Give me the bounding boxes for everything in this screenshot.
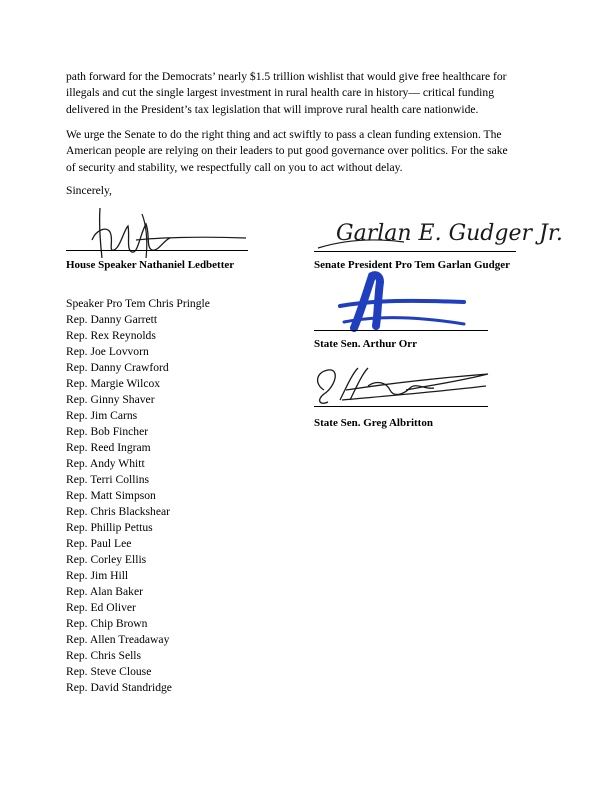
albritton-signature-line	[314, 406, 488, 407]
gudger-handwriting: Garlan E. Gudger Jr.	[336, 221, 563, 246]
representatives-list	[66, 296, 210, 696]
list-item: Rep. Joe Lovvorn	[66, 345, 149, 358]
list-item: Rep. Reed Ingram	[66, 441, 151, 454]
albritton-signature-image	[306, 360, 496, 410]
gudger-signature-line	[314, 251, 516, 252]
list-item: Rep. Steve Clouse	[66, 665, 152, 678]
closing-salutation: Sincerely,	[66, 184, 112, 197]
list-item: Rep. Bob Fincher	[66, 425, 149, 438]
gudger-signature-caption: Senate President Pro Tem Garlan Gudger	[314, 259, 511, 271]
body-paragraph-1	[66, 69, 556, 118]
paragraph-line: path forward for the Democrats’ nearly $1.5 trillion wishlist that would give free healthcare for	[66, 70, 507, 83]
list-item: Rep. Paul Lee	[66, 537, 132, 550]
paragraph-line: illegals and cut the single largest investment in rural health care in history— critical funding	[66, 86, 494, 100]
albritton-signature-caption: State Sen. Greg Albritton	[314, 417, 433, 429]
list-item: Rep. Terri Collins	[66, 473, 150, 486]
list-item: Rep. Chris Sells	[66, 649, 142, 662]
list-item: Rep. Corley Ellis	[66, 553, 147, 566]
body-paragraph-2	[66, 127, 556, 176]
paragraph-line: American people are relying on their leaders to put good governance over politics. For the sake	[66, 144, 508, 158]
paragraph-line: delivered in the President’s tax legislation that will improve rural health care nationwide.	[66, 102, 479, 116]
list-item: Rep. Jim Carns	[66, 409, 138, 422]
list-item: Speaker Pro Tem Chris Pringle	[66, 297, 210, 310]
speaker-signature-line	[66, 250, 248, 251]
list-item: Rep. Jim Hill	[66, 569, 129, 582]
paragraph-line: We urge the Senate to do the right thing and act swiftly to pass a clean funding extension. The	[66, 128, 502, 141]
gudger-signature-image	[314, 210, 563, 252]
list-item: Rep. Ginny Shaver	[66, 393, 155, 406]
list-item: Rep. Chip Brown	[66, 617, 148, 630]
list-item: Rep. Margie Wilcox	[66, 377, 161, 390]
orr-signature-image	[314, 270, 494, 332]
list-item: Rep. Rex Reynolds	[66, 329, 156, 342]
list-item: Rep. David Standridge	[66, 681, 172, 694]
list-item: Rep. Allen Treadaway	[66, 633, 170, 646]
list-item: Rep. Matt Simpson	[66, 489, 156, 502]
list-item: Rep. Danny Crawford	[66, 361, 169, 374]
list-item: Rep. Phillip Pettus	[66, 521, 153, 534]
orr-signature-line	[314, 330, 488, 331]
list-item: Rep. Danny Garrett	[66, 313, 158, 326]
speaker-signature-image	[66, 200, 256, 262]
speaker-signature-caption: House Speaker Nathaniel Ledbetter	[66, 259, 235, 271]
orr-signature-caption: State Sen. Arthur Orr	[314, 338, 418, 350]
list-item: Rep. Chris Blackshear	[66, 505, 170, 518]
list-item: Rep. Andy Whitt	[66, 457, 145, 470]
paragraph-line: of security and stability, we respectfully call on you to act without delay.	[66, 160, 403, 174]
list-item: Rep. Alan Baker	[66, 585, 143, 598]
list-item: Rep. Ed Oliver	[66, 601, 136, 614]
